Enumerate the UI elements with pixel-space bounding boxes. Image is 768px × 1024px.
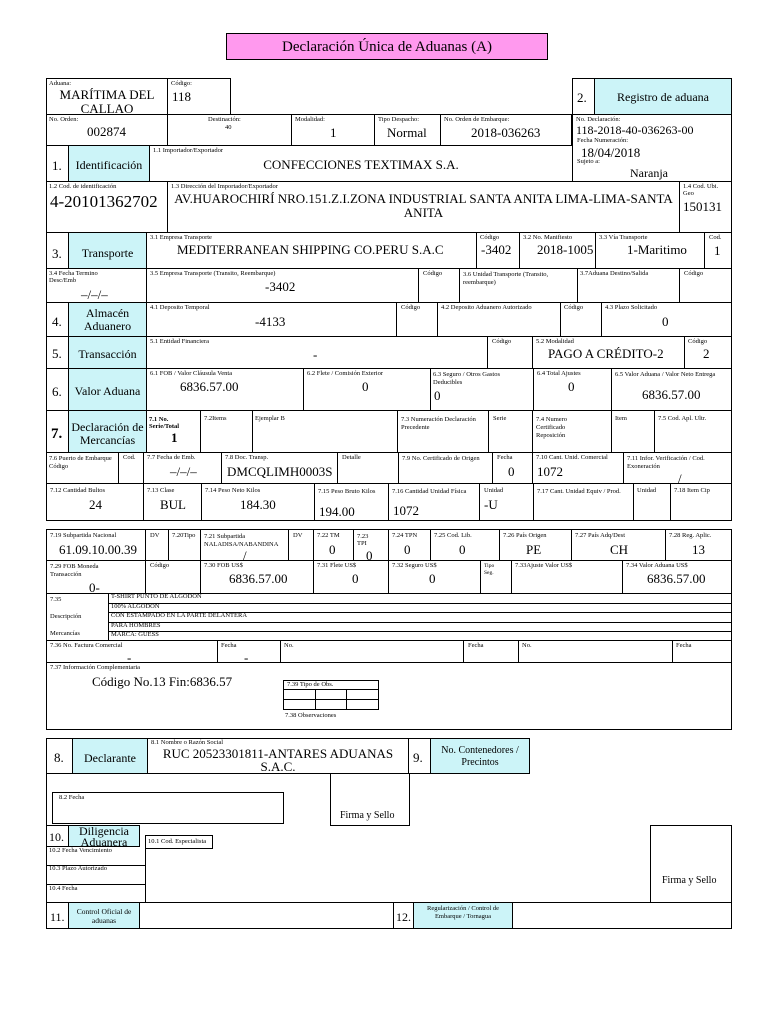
reg-aplic-box: 7.28 Reg. Aplic. 13	[665, 529, 732, 561]
fecha-declarante-field: 8.2 Fecha	[52, 792, 284, 824]
declarante-nombre-box: 8.1 Nombre o Razón Social RUC 20523301811-ANTARES ADUANAS S.A.C.	[147, 738, 409, 774]
cant-comercial-box: 7.10 Cant. Unid. Comercial 1072	[532, 452, 624, 484]
observaciones-grid: 7.39 Tipo de Obs. 7.38 Observaciones	[283, 680, 379, 718]
codigo-modalidad-box: Código 2	[684, 336, 732, 369]
destinacion-box: Destinación: 40	[167, 114, 292, 146]
importador-value: CONFECCIONES TEXTIMAX S.A.	[263, 157, 459, 172]
section-6-num: 6.	[46, 368, 69, 411]
importador-box: 1.1 Importador/Exportador CONFECCIONES TEXTIMAX S.A.	[149, 145, 573, 182]
declaracion-box: No. Declaración: 118-2018-40-036263-00 Fecha Numeración: 18/04/2018 Sujeto a: Naranja	[572, 114, 732, 182]
fecha-diligencia-box: 10.4 Fecha	[46, 884, 146, 903]
section-6-label: Valor Aduana	[68, 368, 147, 411]
desc-line: CON ESTAMPADO EN LA PARTE DELANTERA	[111, 612, 248, 619]
section-5-label: Transacción	[68, 336, 147, 369]
section-9-label: No. Contenedores / Precintos	[430, 738, 530, 774]
peso-neto-box: 7.14 Peso Neto Kilos 184.30	[201, 483, 315, 521]
infor-verificacion-box: 7.11 Infor. Verificación / Cod. Exoneración /	[623, 452, 732, 484]
serie-total-box: 7.1 No. Serie/Total 1	[146, 410, 201, 453]
empresa-transporte-box: 3.1 Empresa Transporte MEDITERRANEAN SHIPPING CO.PERU S.A.C	[146, 232, 477, 269]
codigo-transito-box: Código	[418, 268, 460, 303]
subpartida-naladisa-box: 7.21 Subpartida NALADISA/NABANDINA /	[200, 529, 289, 561]
flete-usd-box: 7.31 Flete US$ 0	[313, 560, 389, 594]
valor-neto-box: 6.5 Valor Aduana / Valor Neto Entrega 6836.57.00	[611, 368, 732, 411]
desc-line: 100% ALGODON	[111, 603, 160, 610]
registro-aduana-box: Registro de aduana	[594, 78, 732, 115]
codigo-aduana-box: Código: 118	[167, 78, 231, 115]
cod-identificacion-box: 1.2 Cod. de identificación 4-20101362702	[46, 181, 168, 233]
obs-cell	[283, 699, 316, 710]
cod-lib-box: 7.25 Cod. Lib. 0	[430, 529, 500, 561]
registro-num-box: 2.	[572, 78, 595, 115]
direccion-value: AV.HUAROCHIRÍ NRO.151.Z.I.ZONA INDUSTRIAL SANTA ANITA LIMA-LIMA-SANTA ANITA	[174, 191, 673, 220]
regularizacion-area	[512, 902, 732, 929]
tipo-box: 7.20Tipo	[168, 529, 201, 561]
aduana-destino-box: 3.7Aduana Destino/Salida	[577, 268, 680, 303]
factura-no-box: No.	[280, 640, 464, 663]
factura-no2-box: No.	[518, 640, 673, 663]
section-11-label: Control Oficial de aduanas	[68, 902, 140, 929]
section-5-num: 5.	[46, 336, 69, 369]
via-transporte-box: 3.3 Vía Transporte 1-Maritimo	[595, 232, 705, 269]
doc-transp-box: 7.8 Doc. Transp. DMCQLIMH0003S	[221, 452, 338, 484]
ejemplar-box: Ejemplar B	[252, 410, 398, 453]
section-3-num: 3.	[46, 232, 69, 269]
especialista-box: 10.1 Cod. Especialista	[145, 835, 213, 849]
embarque-box: No. Orden de Embarque: 2018-036263	[440, 114, 572, 146]
fecha-emb-box: 7.7 Fecha de Emb. –/–/–	[143, 452, 222, 484]
info-complementaria-value: Código No.13 Fin:6836.57	[92, 674, 233, 689]
section-8-num: 8.	[46, 738, 73, 774]
plazo-solicitado-box: 4.3 Plazo Solicitado 0	[601, 302, 732, 337]
fecha-certificado-box: Fecha 0	[492, 452, 533, 484]
unidad-equiv-unit-box: Unidad	[633, 483, 671, 521]
section-4-label: Almacén Aduanero	[68, 302, 147, 337]
clase-box: 7.13 Clase BUL	[143, 483, 202, 521]
manifiesto-box: 3.2 No. Manifiesto 2018-1005	[519, 232, 596, 269]
factura-fecha-box: Fecha -	[217, 640, 281, 663]
unidad-fisica-box: 7.16 Cantidad Unidad Física 1072	[388, 483, 480, 521]
cod-identificacion-value: 4-20101362702	[50, 192, 158, 211]
plazo-autorizado-box: 10.3 Plazo Autorizado	[46, 865, 146, 885]
document-title: Declaración Única de Aduanas (A)	[282, 39, 492, 55]
cantidad-bultos-box: 7.12 Cantidad Bultos 24	[46, 483, 144, 521]
aduana-box: Aduana: MARÍTIMA DEL CALLAO	[46, 78, 168, 115]
orden-value: 002874	[87, 124, 126, 139]
ajuste-valor-box: 7.33Ajuste Valor US$	[511, 560, 623, 594]
unidad-equiv-box: 7.17 Cant. Unidad Equiv / Prod.	[533, 483, 634, 521]
dv-box: DV	[145, 529, 169, 561]
peso-bruto-box: 7.15 Peso Bruto Kilos 194.00	[314, 483, 389, 521]
section-12-num: 12.	[393, 902, 414, 929]
ubigeo-box: 1.4 Cod. Ubi. Geo 150131	[679, 181, 732, 233]
deposito-autorizado-box: 4.2 Deposito Aduanero Autorizado	[437, 302, 561, 337]
codigo-destino-box: Código	[679, 268, 732, 303]
firma-aduana-box: Firma y Sello	[650, 825, 732, 903]
fob-usd-box: 7.30 FOB US$ 6836.57.00	[200, 560, 314, 594]
unidad-box: Unidad -U	[479, 483, 534, 521]
unidad-transporte-box: 3.6 Unidad Transporte (Transito, reembarque)	[459, 268, 578, 303]
codigo-entidad-box: Código	[487, 336, 533, 369]
firma-declarante-box: Firma y Sello	[330, 774, 410, 826]
section-12-label: Regularización / Control de Embarque / Tornagua	[413, 902, 513, 929]
desc-line: PARA HOMBRES	[111, 622, 161, 629]
orden-box: No. Orden: 002874	[46, 114, 168, 146]
cod-puerto-box: Cod.	[118, 452, 144, 484]
tipo-despacho-box: Tipo Despacho: Normal	[374, 114, 441, 146]
codigo-moneda-box: Código	[145, 560, 201, 594]
entidad-financiera-box: 5.1 Entidad Financiera -	[146, 336, 488, 369]
tpi-box: 7.23 TPI 0	[353, 529, 389, 561]
obs-cell	[346, 699, 379, 710]
descripcion-lines	[108, 593, 732, 641]
control-oficial-area	[139, 902, 394, 929]
section-1-num: 1.	[46, 145, 69, 182]
section-11-num: 11.	[46, 902, 69, 929]
codigo-transporte-box: Código -3402	[476, 232, 520, 269]
aduana-value: MARÍTIMA DEL CALLAO	[59, 87, 155, 116]
section-1-label: Identificación	[68, 145, 150, 182]
section-10-label: Diligencia Aduanera	[68, 825, 140, 847]
codigo-autorizado-box: Código	[560, 302, 602, 337]
pais-adq-box: 7.27 País Adq/Dest CH	[571, 529, 666, 561]
tm-box: 7.22 TM 0	[313, 529, 354, 561]
obs-tipo-label-box: 7.39 Tipo de Obs.	[283, 680, 379, 690]
sujeto-value: Naranja	[630, 166, 668, 180]
cod-via-box: Cod. 1	[704, 232, 732, 269]
total-ajustes-box: 6.4 Total Ajustes 0	[533, 368, 612, 411]
subpartida-nacional-box: 7.19 Subpartida Nacional 61.09.10.00.39	[46, 529, 146, 561]
factura-fecha3-box: Fecha	[672, 640, 732, 663]
direccion-box: 1.3 Dirección del Importador/Exportador AV.HUAROCHIRÍ NRO.151.Z.I.ZONA INDUSTRIAL SANTA ANITA LIMA-LIMA-SANTA ANITA	[167, 181, 680, 233]
desc-line: MARCA: GUESS	[111, 631, 159, 638]
certificado-reposicion-box: 7.4 Numero Certificado Reposición	[532, 410, 612, 453]
info-complementaria-box: 7.37 Información Complementaria Código No.13 Fin:6836.57	[46, 662, 732, 730]
numeracion-precedente-box: 7.3 Numeración Declaración Precedente	[397, 410, 489, 453]
declaracion-number: 118-2018-40-036263-00	[576, 123, 694, 137]
items-box: 7.2Items	[200, 410, 253, 453]
section-9-num: 9.	[408, 738, 431, 774]
section-3-label: Transporte	[68, 232, 147, 269]
tipo-seguro-box: Tipo Seg.	[480, 560, 512, 594]
seguro-usd-box: 7.32 Seguro US$ 0	[388, 560, 481, 594]
pais-origen-box: 7.26 País Origen PE	[499, 529, 572, 561]
declarante-nombre: RUC 20523301811-ANTARES ADUANAS S.A.C.	[162, 746, 394, 774]
modalidad-pago-box: 5.2 Modalidad PAGO A CRÉDITO-2	[532, 336, 685, 369]
section-4-num: 4.	[46, 302, 69, 337]
detalle-box: Detalle	[337, 452, 399, 484]
puerto-embarque-box: 7.6 Puerto de Embarque Código	[46, 452, 119, 484]
desc-line: T-SHIRT PUNTO DE ALGODON	[111, 593, 202, 600]
apl-ultr-box: 7.5 Cod. Apl. Ultr.	[654, 410, 732, 453]
tpn-box: 7.24 TPN 0	[388, 529, 431, 561]
title-box	[226, 33, 548, 60]
descripcion-box: 7.35 Descripción Mercancías	[46, 593, 732, 641]
item-box: Item	[611, 410, 655, 453]
factura-box: 7.36 No. Factura Comercial -	[46, 640, 218, 663]
serie-box: Serie	[488, 410, 533, 453]
certificado-origen-box: 7.9 No. Certificado de Origen	[398, 452, 493, 484]
codigo-aduana-value: 118	[172, 89, 192, 104]
fecha-termino-box: 3.4 Fecha Termino Desc/Emb –/–/–	[46, 268, 147, 303]
modalidad-box: Modalidad: 1	[291, 114, 375, 146]
section-8-label: Declarante	[72, 738, 148, 774]
item-cip-box: 7.18 Item Cip	[670, 483, 732, 521]
fob-venta-box: 6.1 FOB / Valor Cláusula Venta 6836.57.00	[146, 368, 304, 411]
codigo-deposito-box: Código	[396, 302, 438, 337]
empresa-transito-box: 3.5 Empresa Transporte (Transito, Reembarque) -3402	[146, 268, 419, 303]
section-7-num: 7.	[46, 410, 69, 453]
factura-fecha2-box: Fecha	[463, 640, 519, 663]
deposito-temporal-box: 4.1 Deposito Temporal -4133	[146, 302, 397, 337]
section-10-num: 10.	[46, 825, 69, 847]
flete-exterior-box: 6.2 Flete / Comisión Exterior 0	[303, 368, 431, 411]
section-7-label: Declaración de Mercancías	[68, 410, 147, 453]
valor-aduana-usd-box: 7.34 Valor Aduana US$ 6836.57.00	[622, 560, 732, 594]
obs-cell	[315, 699, 347, 710]
fob-moneda-box: 7.29 FOB Moneda Transacción 0-	[46, 560, 146, 594]
fecha-numeracion: 18/04/2018	[581, 145, 641, 160]
fecha-vencimiento-box: 10.2 Fecha Vencimiento	[46, 846, 146, 866]
seguro-gastos-box: 6.3 Seguro / Otros Gastos Deducibles 0	[430, 368, 534, 411]
dv2-box: DV	[288, 529, 314, 561]
